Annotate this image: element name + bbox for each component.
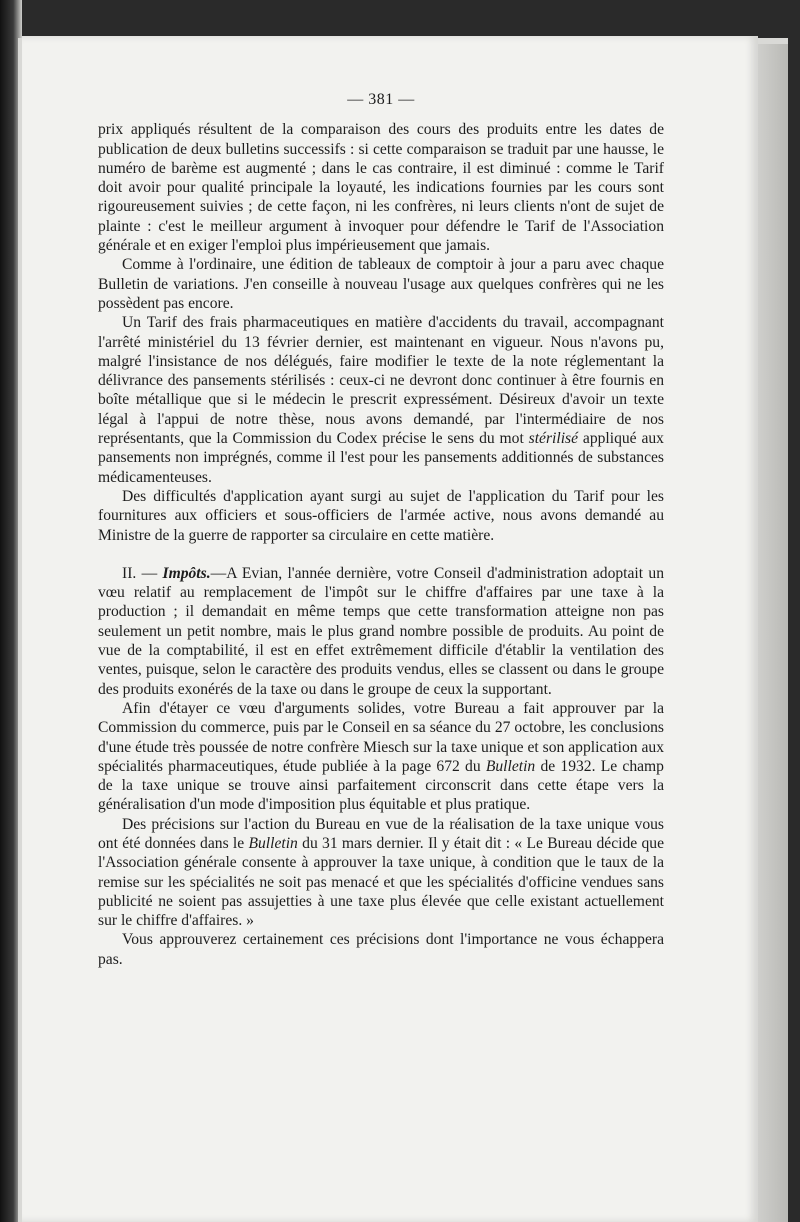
page-edge — [758, 44, 788, 1222]
paragraph-taxe-unique — [98, 815, 664, 931]
paragraph-taxe-text-b: du 31 mars dernier. Il y était dit : « Le Bureau décide que l'Association générale consente à approuver la taxe unique, à condition que le taux de la remise sur les spécialités ne soit pas menacé et que les spécialités d'officine vendues sans publicité ne soient pas assujetties à une taxe plus élevée que celle existant actuellement sur le chiffre d'affaires. » — [98, 834, 664, 930]
term-sterilise: stérilisé — [528, 430, 579, 448]
term-bulletin: Bulletin — [485, 757, 536, 775]
paragraph-accidents-text-b: appliqué aux pansements non imprégnés, comme il l'est pour les pansements additionnés de substances médicamenteuses. — [98, 430, 664, 486]
paragraph-miesch-text-a: Afin d'étayer ce vœu d'arguments solides, votre Bureau a fait approuver par la Commission du commerce, puis par le Conseil en sa séance du 27 octobre, les conclusions d'une étude très poussée de notre confrère Miesch sur la taxe unique et son application aux spécialités pharmaceutiques, étude publiée à la page 672 du — [98, 699, 664, 775]
paragraph-accidents-travail — [98, 313, 664, 487]
paragraph-miesch-text-b: de 1932. Le champ de la taxe unique se trouve ainsi parfaitement circonscrit dans cette étape vers la généralisation d'un mode d'imposition plus équitable et plus pratique. — [98, 757, 664, 814]
section-title: Impôts. — [162, 564, 211, 582]
page-number: — 381 — — [347, 91, 415, 108]
section-impots-text: —A Evian, l'année dernière, votre Conseil d'administration adoptait un vœu relatif au remplacement de l'impôt sur le chiffre d'affaires par une taxe à la production ; il demandait en même temps que cette transformation atteigne non pas seulement un petit nombre, mais le plus grand nombre possible de produits. Au point de vue de la comptabilité, il est en effet extrêmement difficile d'établir la ventilation des ventes, puisque, selon le caractère des produits vendus, elles se classent ou dans le groupe des produits exonérés de la taxe ou dans le groupe de ceux la supportant. — [98, 564, 664, 698]
term-bulletin-2: Bulletin — [248, 834, 298, 852]
paragraph-accidents-text-a: Un Tarif des frais pharmaceutiques en matière d'accidents du travail, accompagnant l'arrêté ministériel du 13 février dernier, est maintenant en vigueur. Nous n'avons pu, malgré l'insistance de nos délégués, faire modifier le texte de la note réglementant la délivrance des pansements stérilisés : ceux-ci ne devront donc continuer à être fournis en boîte métallique que si le médecin le prescrit expressément. Désireux d'avoir un texte légal à l'appui de notre thèse, nous avons demandé, par l'intermédiaire de nos représentants, que la Commission du Codex précise le sens du mot — [98, 314, 664, 448]
paragraph-armee-active: Des difficultés d'application ayant surgi au sujet de l'application du Tarif pour les fournitures aux officiers et sous-officiers de l'armée active, nous avons demandé au Ministre de la guerre de rapporter sa circulaire en cette matière. — [98, 487, 664, 544]
paragraph-tarif-prices: prix appliqués résultent de la comparaison des cours des produits entre les dates de publication de deux bulletins successifs : si cette comparaison se traduit par une hausse, le numéro de barème est augmenté ; dans le cas contraire, il est diminué : comme le Tarif doit avoir pour qualité principale la loyauté, les indications fournies par les cours sont rigoureusement suivies ; de cette façon, ni les confrères, ni leurs clients n'ont de sujet de plainte : c'est le meilleur argument à invoquer pour défendre le Tarif de l'Association générale et en exiger l'emploi plus impérieusement que jamais. — [98, 121, 664, 255]
section-number: II. — — [122, 564, 158, 582]
paragraph-tableaux-comptoir: Comme à l'ordinaire, une édition de tableaux de comptoir à jour a paru avec chaque Bulletin de variations. J'en conseille à nouveau l'usage aux quelques confrères qui ne les possèdent pas encore. — [98, 256, 664, 312]
paragraph-conclusion: Vous approuverez certainement ces précisions dont l'importance ne vous échappera pas. — [98, 931, 664, 968]
page-content — [98, 90, 664, 969]
paragraph-etude-miesch — [98, 699, 664, 815]
paragraph-taxe-text-a: Des précisions sur l'action du Bureau en vue de la réalisation de la taxe unique vous ont été données dans le — [98, 815, 664, 852]
section-impots — [98, 564, 664, 699]
